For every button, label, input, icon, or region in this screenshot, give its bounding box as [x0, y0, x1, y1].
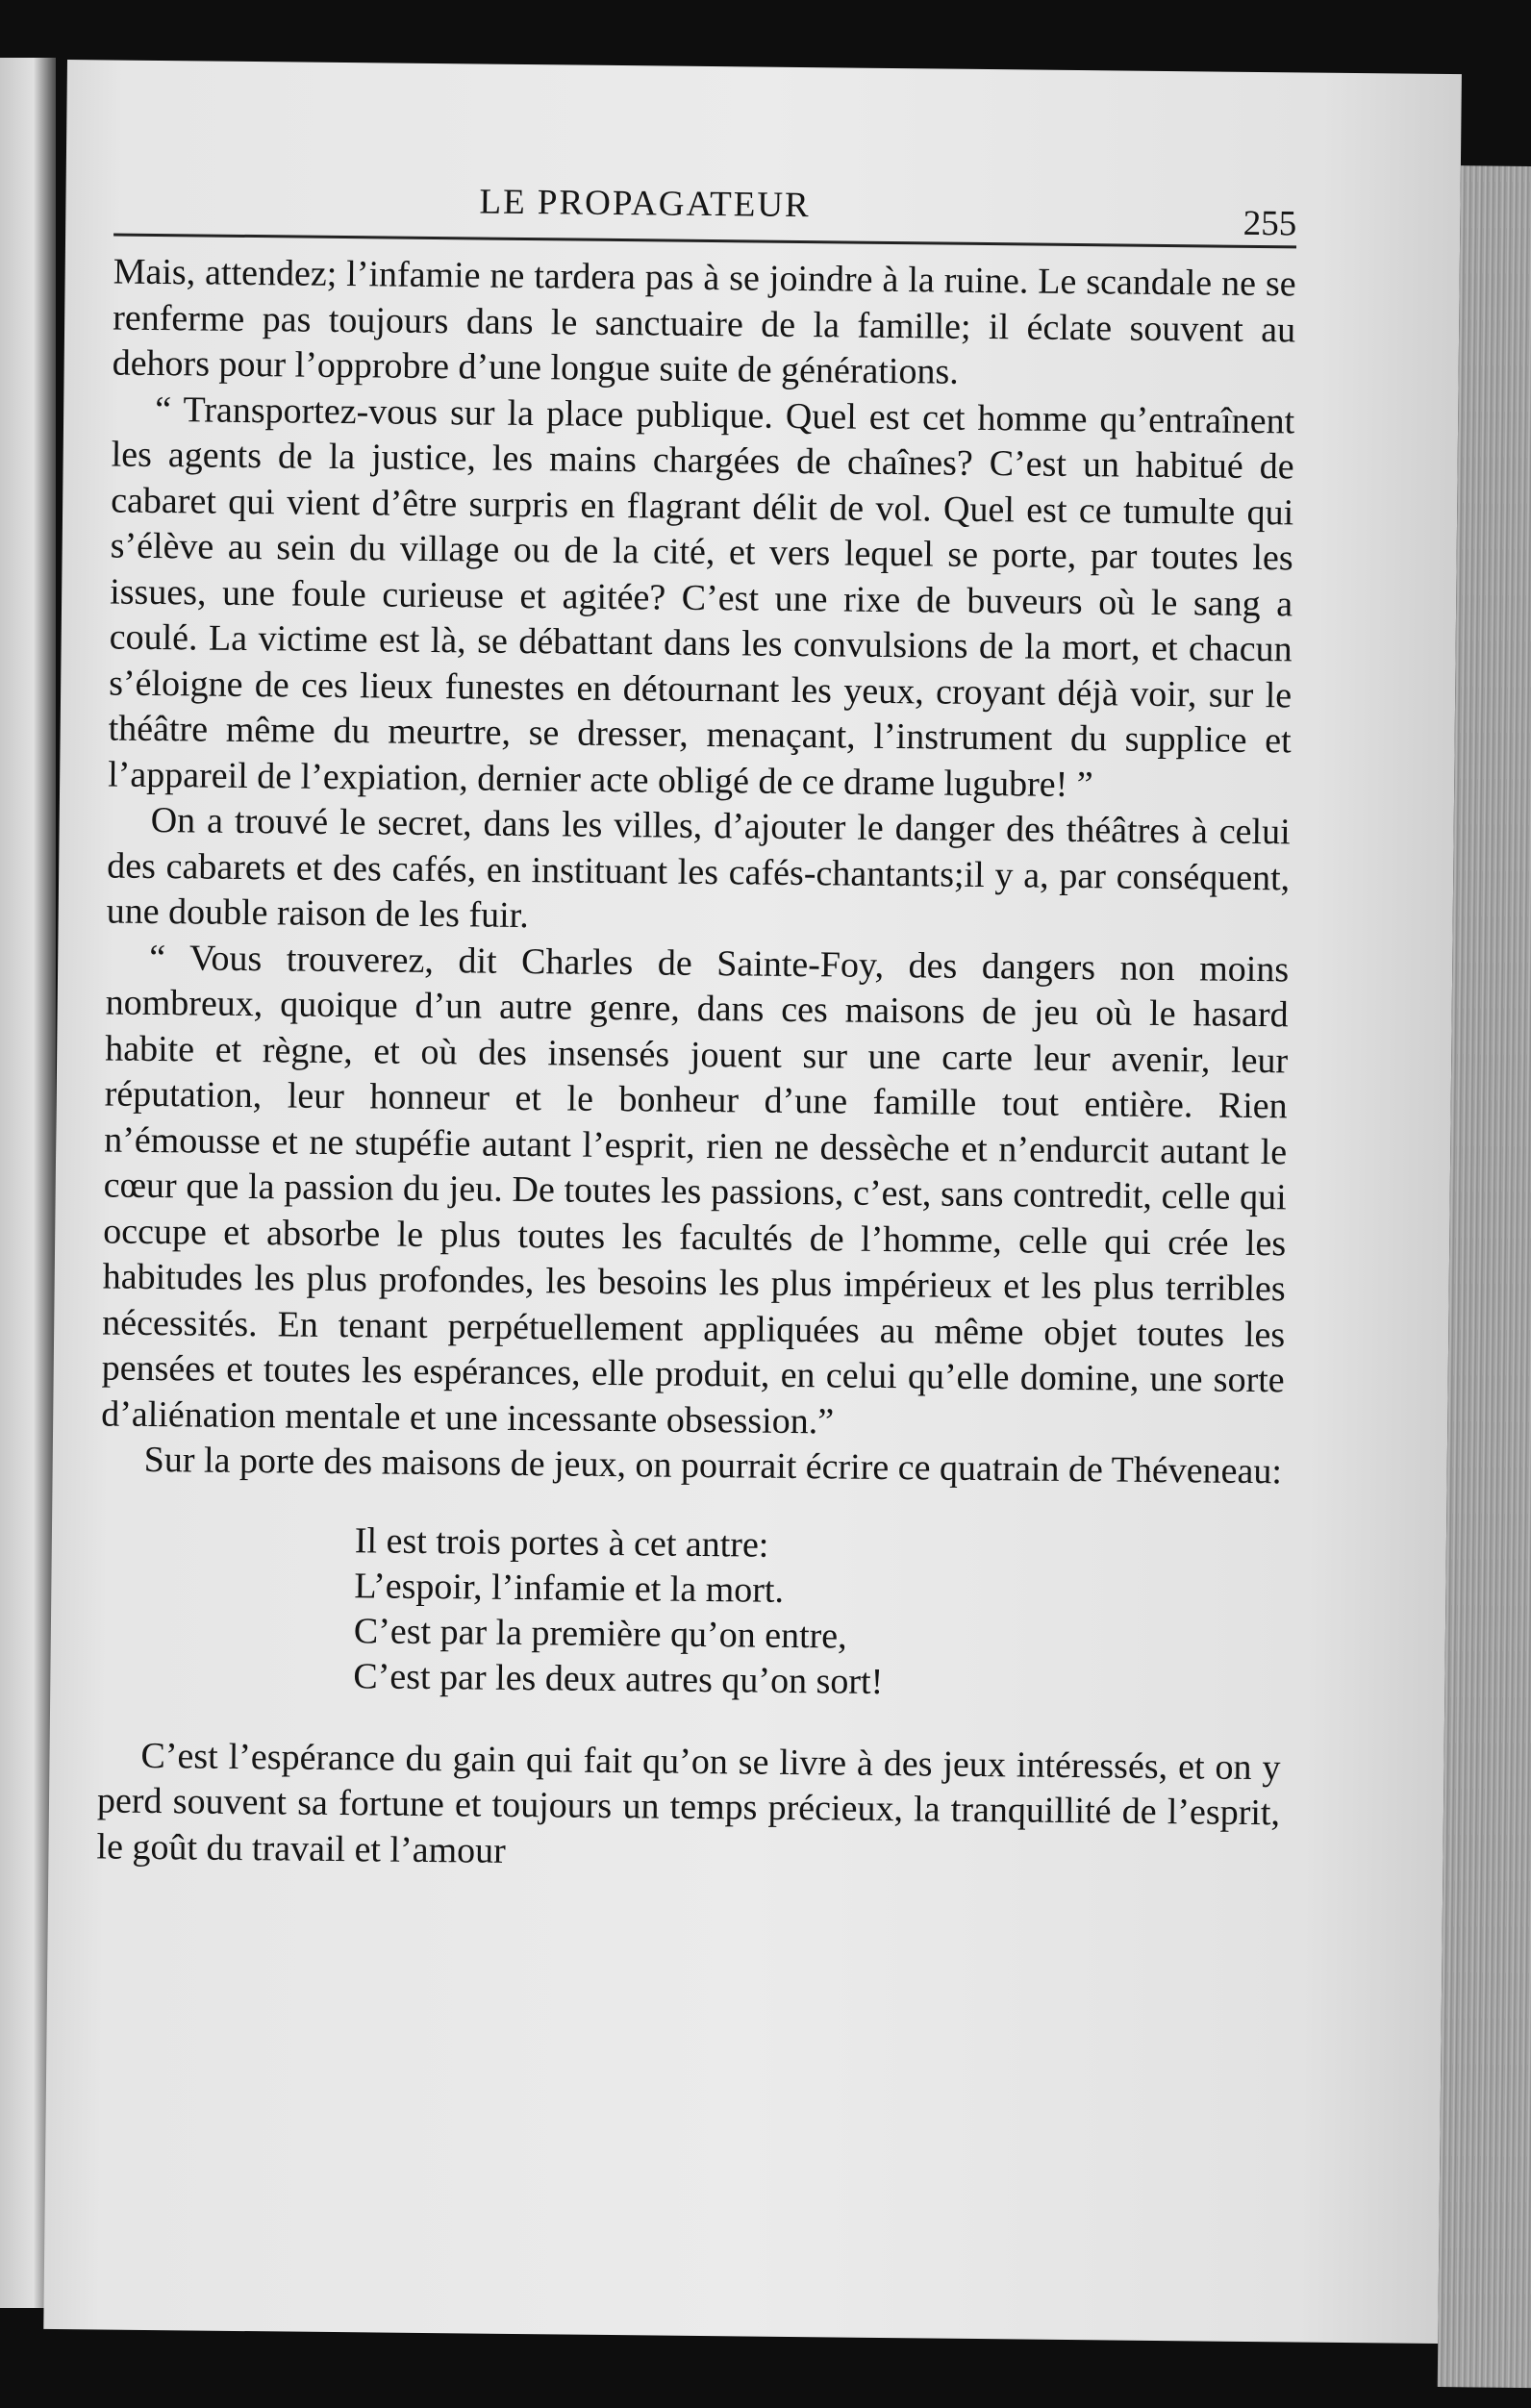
- quatrain: [98, 1516, 1283, 1709]
- paragraph-4: “ Vous trouverez, dit Charles de Sainte-Foy, des dangers non moins nombreux, quoique d’un autre genre, dans ces maisons de jeu où le hasard habite et règne, et où des insensés jouent sur une carte leur avenir, leur réputation, leur honneur et le bonheur d’une famille tout entière. Rien n’émousse et ne stupéfie autant l’esprit, rien ne dessèche et n’endurcit autant le cœur que la passion du jeu. De toutes les passions, c’est, sans contredit, celle qui occupe et absorbe le plus toutes les facultés de l’homme, celle qui crée les habitudes les plus profondes, les besoins les plus impérieux et les plus terribles nécessités. En tenant perpétuellement appliquées au même objet toutes les pensées et toutes les espérances, elle produit, en celui qu’elle domine, une sorte d’aliénation mentale et une incessante obsession.”: [101, 937, 1290, 1442]
- page-text-block: [96, 176, 1296, 1883]
- verse-line: C’est par les deux autres qu’on sort!: [353, 1655, 884, 1702]
- page-stack-edge: [1438, 165, 1531, 2388]
- paragraph-2: “ Transportez-vous sur la place publique. Quel est cet homme qu’entraînent les agents de la justice, les mains chargées de chaînes? C’est un habitué de cabaret qui vient d’être surpris en flagrant délit de vol. Quel est ce tumulte qui s’élève au sein du village ou de la cité, et vers lequel se porte, par toutes les issues, une foule curieuse et agitée? C’est une rixe de buveurs où le sang a coulé. La victime est là, se débattant dans les convulsions de la mort, et chacun s’éloigne de ces lieux funestes en détournant les yeux, croyant déjà voir, sur le théâtre même du meurtre, se dresser, menaçant, l’instrument du supplice et l’appareil de l’expiation, dernier acte obligé de ce drame lugubre! ”: [108, 389, 1295, 805]
- verse-line: Il est trois portes à cet antre:: [354, 1519, 769, 1566]
- paragraph-1: Mais, attendez; l’infamie ne tardera pas à se joindre à la ruine. Le scandale ne se renferme pas toujours dans le sanctuaire de la famille; il éclate souvent au dehors pour l’opprobre d’une longue suite de générations.: [112, 251, 1296, 392]
- paragraph-5: Sur la porte des maisons de jeux, on pourrait écrire ce quatrain de Théveneau:: [143, 1439, 1283, 1492]
- page-number: 255: [1242, 203, 1297, 244]
- book-page: [43, 60, 1462, 2344]
- paragraph-3: On a trouvé le secret, dans les villes, d’ajouter le danger des théâtres à celui des cabarets et des cafés, en instituant les cafés-chantants;il y a, par conséquent, une double raison de les fuir.: [106, 799, 1291, 937]
- page-header: [113, 176, 1297, 249]
- verse-line: C’est par la première qu’on entre,: [353, 1610, 847, 1657]
- running-title: LE PROPAGATEUR: [479, 182, 811, 226]
- verse-line: L’espoir, l’infamie et la mort.: [354, 1565, 785, 1611]
- closing-paragraph: C’est l’espérance du gain qui fait qu’on se livre à des jeux intéressés, et on y perd souvent sa fortune et toujours un temps précieux, la tranquillité de l’esprit, le goût du travail et l’amour: [96, 1735, 1281, 1871]
